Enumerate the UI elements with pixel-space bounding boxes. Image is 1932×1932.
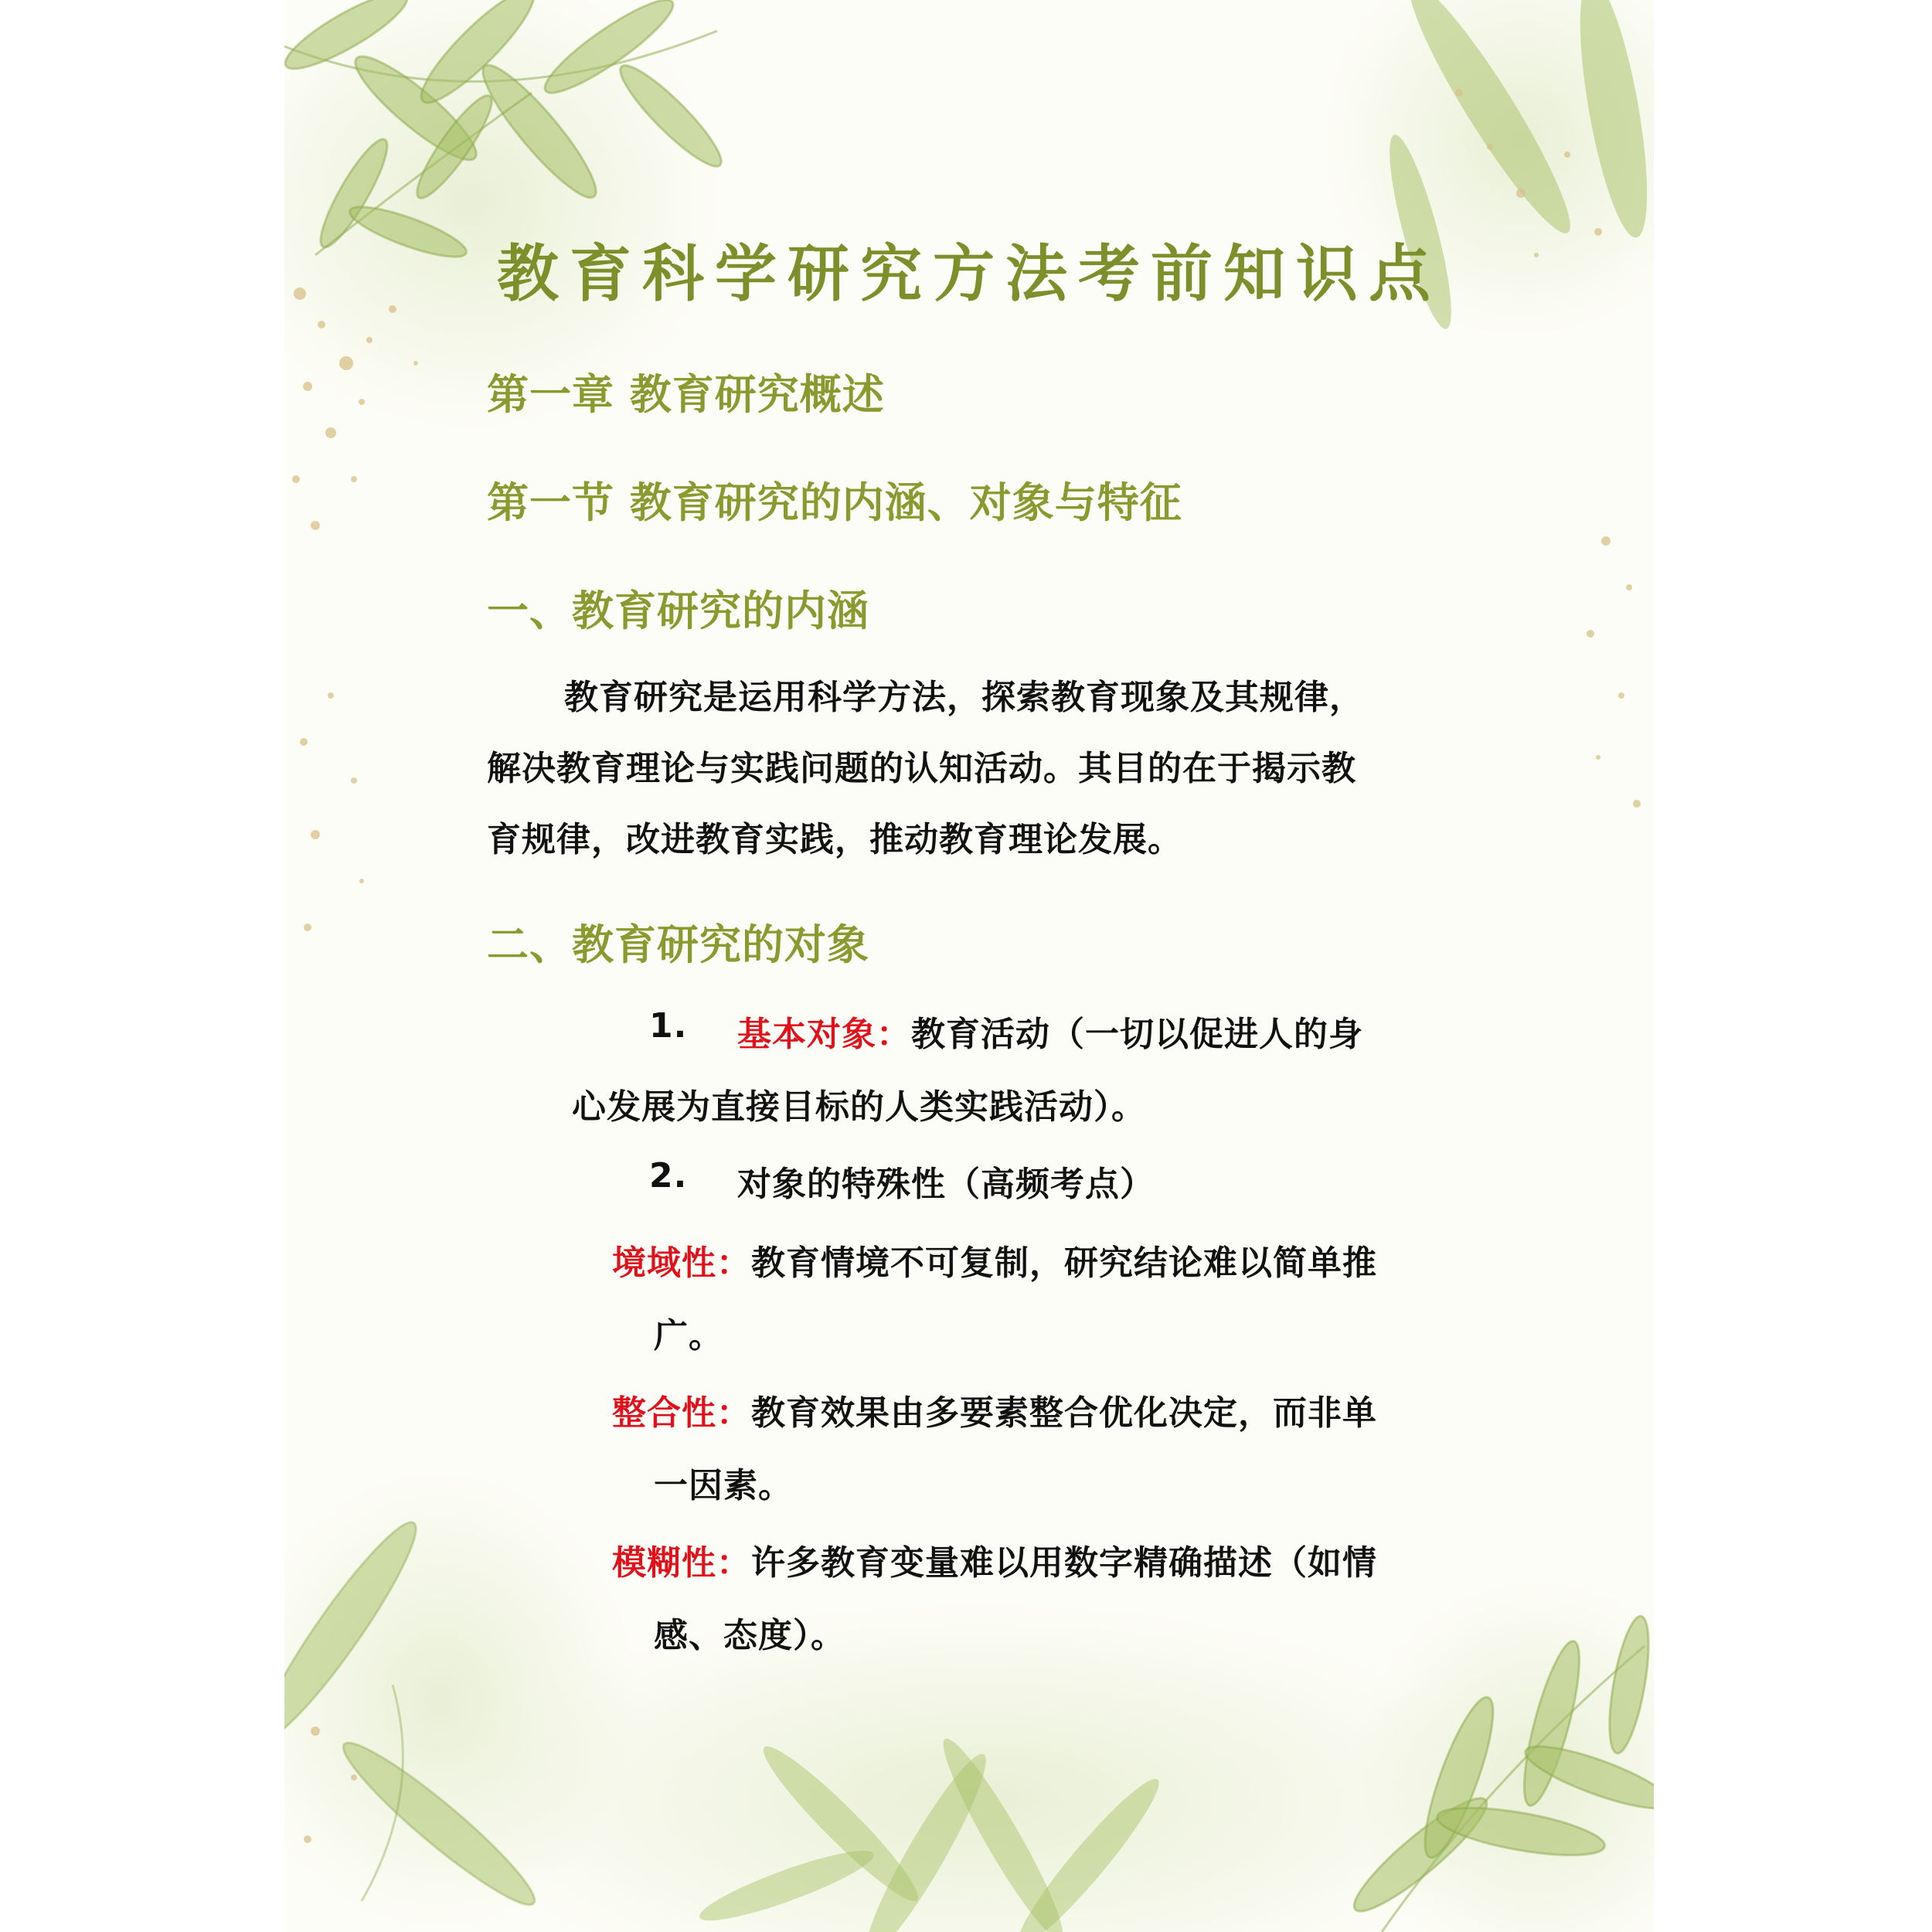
page-title: 教育科学研究方法考前知识点 [497,237,1441,310]
trait-text: 教育效果由多要素整合优化决定，而非单 [751,1393,1377,1433]
item2-text: 对象的特殊性（高频考点） [737,1165,1155,1204]
part1-paragraph-line: 解决教育理论与实践问题的认知活动。其目的在于揭示教 [487,749,1356,788]
trait-label: 模糊性： [612,1543,751,1583]
item1-label: 基本对象： [737,1015,911,1054]
trait-text-cont: 感、态度）。 [654,1616,845,1655]
item1-text: 教育活动（一切以促进人的身 [911,1015,1363,1054]
trait-line [612,1535,1377,1584]
trait-label: 境域性： [612,1243,751,1283]
item2-number: 2. [649,1156,688,1196]
trait-text-cont: 一因素。 [654,1466,793,1505]
part2-heading: 二、教育研究的对象 [487,920,869,969]
section-heading: 第一节 教育研究的内涵、对象与特征 [487,478,1182,527]
document-page [284,0,1654,1932]
part1-heading: 一、教育研究的内涵 [487,587,869,635]
item1-line [737,1006,1363,1056]
item1-text-cont: 心发展为直接目标的人类实践活动）。 [572,1087,1146,1127]
part1-paragraph-line: 育规律，改进教育实践，推动教育理论发展。 [487,820,1182,859]
trait-text: 许多教育变量难以用数字精确描述（如情 [751,1543,1377,1583]
trait-line [612,1235,1377,1284]
chapter-heading: 第一章 教育研究概述 [487,370,885,419]
trait-text: 教育情境不可复制，研究结论难以简单推 [751,1243,1377,1283]
trait-line [612,1385,1377,1434]
part1-paragraph-line: 教育研究是运用科学方法，探索教育现象及其规律， [564,678,1364,717]
trait-label: 整合性： [612,1393,751,1433]
trait-text-cont: 广。 [654,1316,723,1355]
item1-number: 1. [649,1006,688,1046]
